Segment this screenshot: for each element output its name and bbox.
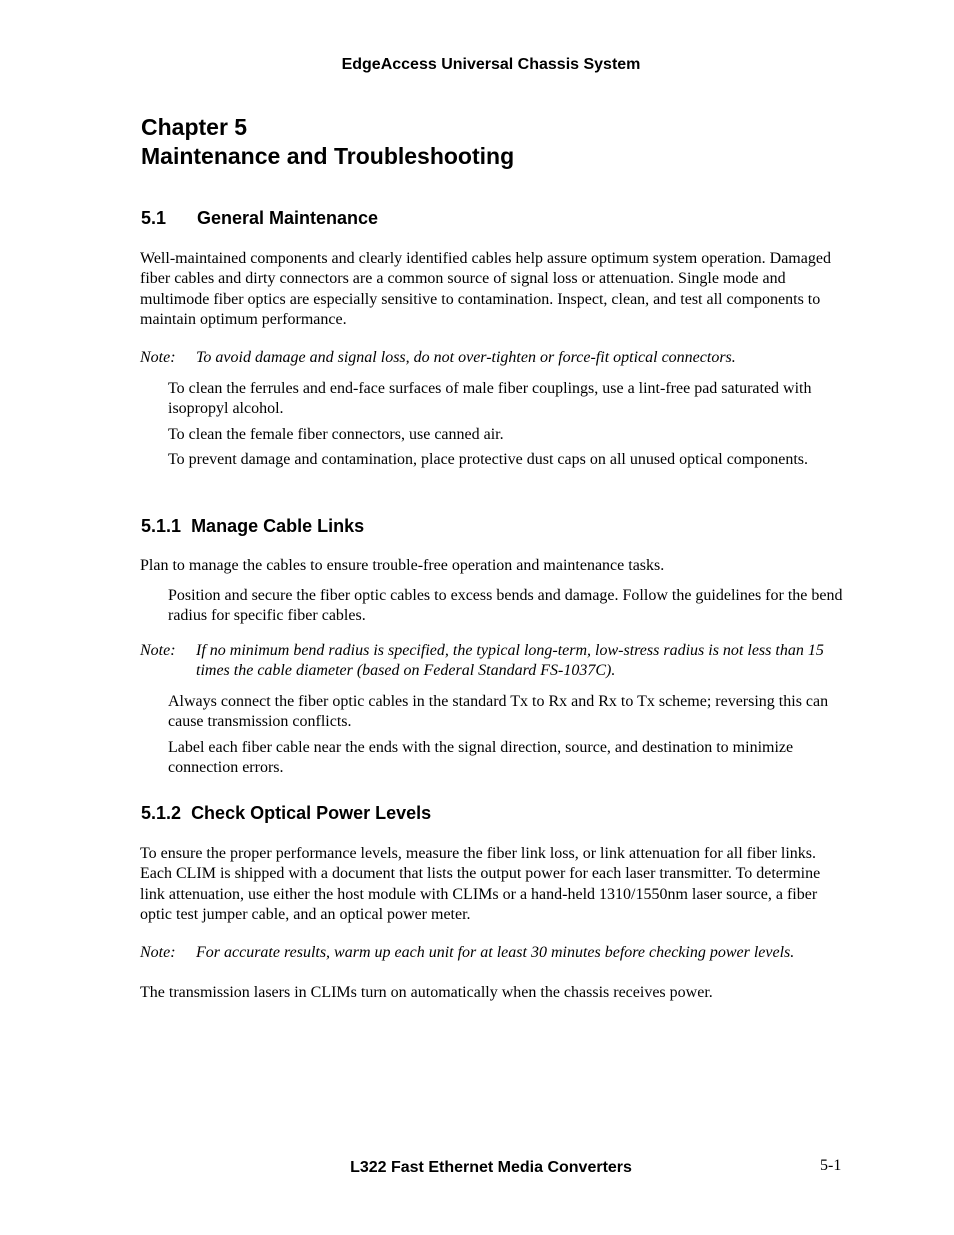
- list-item: Position and secure the fiber optic cables to excess bends and damage. Follow the guidelines for the bend radius for specific fiber cables.: [168, 587, 843, 625]
- note-text: To avoid damage and signal loss, do not over-tighten or force-fit optical connectors.: [196, 349, 736, 366]
- paragraph-power-levels: To ensure the proper performance levels, measure the fiber link loss, or link attenuation for all fiber links. Each CLIM is shipped with a document that lists the output power for each laser transmitter. To determine link attenuation, use either the host module with CLIMs or a hand-held 1310/1550nm laser source, a fiber optic test jumper cable, and an optical power meter.: [140, 845, 821, 923]
- list-item: To clean the ferrules and end-face surfaces of male fiber couplings, use a lint-free pad saturated with isopropyl alcohol.: [168, 380, 812, 418]
- section-heading-5-1-1: [141, 515, 364, 537]
- section-title: Check Optical Power Levels: [191, 803, 432, 823]
- note-warm-up: [140, 943, 845, 963]
- note-connectors: [140, 348, 845, 368]
- chapter-title: [141, 113, 514, 171]
- paragraph-cable-intro: Plan to manage the cables to ensure trouble-free operation and maintenance tasks.: [140, 557, 665, 574]
- page-number: 5-1: [820, 1157, 842, 1174]
- note-label: Note:: [140, 349, 176, 366]
- paragraph-lasers: The transmission lasers in CLIMs turn on automatically when the chassis receives power.: [140, 984, 713, 1001]
- running-header: EdgeAccess Universal Chassis System: [341, 56, 641, 73]
- note-text: If no minimum bend radius is specified, the typical long-term, low-stress radius is not less than 15 times the cable diameter (based on Federal Standard FS-1037C).: [196, 642, 824, 680]
- footer-product-title: L322 Fast Ethernet Media Converters: [350, 1159, 632, 1176]
- section-number: 5.1.2: [141, 803, 182, 823]
- note-label: Note:: [140, 944, 176, 961]
- list-item: To clean the female fiber connectors, use canned air.: [168, 426, 504, 443]
- chapter-name: Maintenance and Troubleshooting: [141, 143, 515, 169]
- note-bend-radius: [140, 641, 845, 682]
- list-item: To prevent damage and contamination, place protective dust caps on all unused optical components.: [168, 451, 809, 468]
- section-number: 5.1.1: [141, 516, 182, 536]
- section-heading-5-1-2: [141, 802, 431, 824]
- section-title: General Maintenance: [197, 208, 379, 228]
- note-label: Note:: [140, 642, 176, 659]
- section-title: Manage Cable Links: [191, 516, 365, 536]
- section-number: 5.1: [141, 208, 167, 228]
- list-item: Label each fiber cable near the ends with the signal direction, source, and destination to minimize connection errors.: [168, 739, 794, 777]
- section-heading-5-1: [141, 207, 378, 229]
- list-item: Always connect the fiber optic cables in the standard Tx to Rx and Rx to Tx scheme; reversing this can cause transmission conflicts.: [168, 693, 829, 731]
- note-text: For accurate results, warm up each unit for at least 30 minutes before checking power levels.: [196, 944, 795, 961]
- chapter-label: Chapter 5: [141, 114, 248, 140]
- paragraph-general-maintenance: Well-maintained components and clearly identified cables help assure optimum system operation. Damaged fiber cables and dirty connectors are a common source of signal loss or attenuation. Single mode and multimode fiber optics are especially sensitive to contamination. Inspect, clean, and test all components to maintain optimum performance.: [140, 250, 831, 328]
